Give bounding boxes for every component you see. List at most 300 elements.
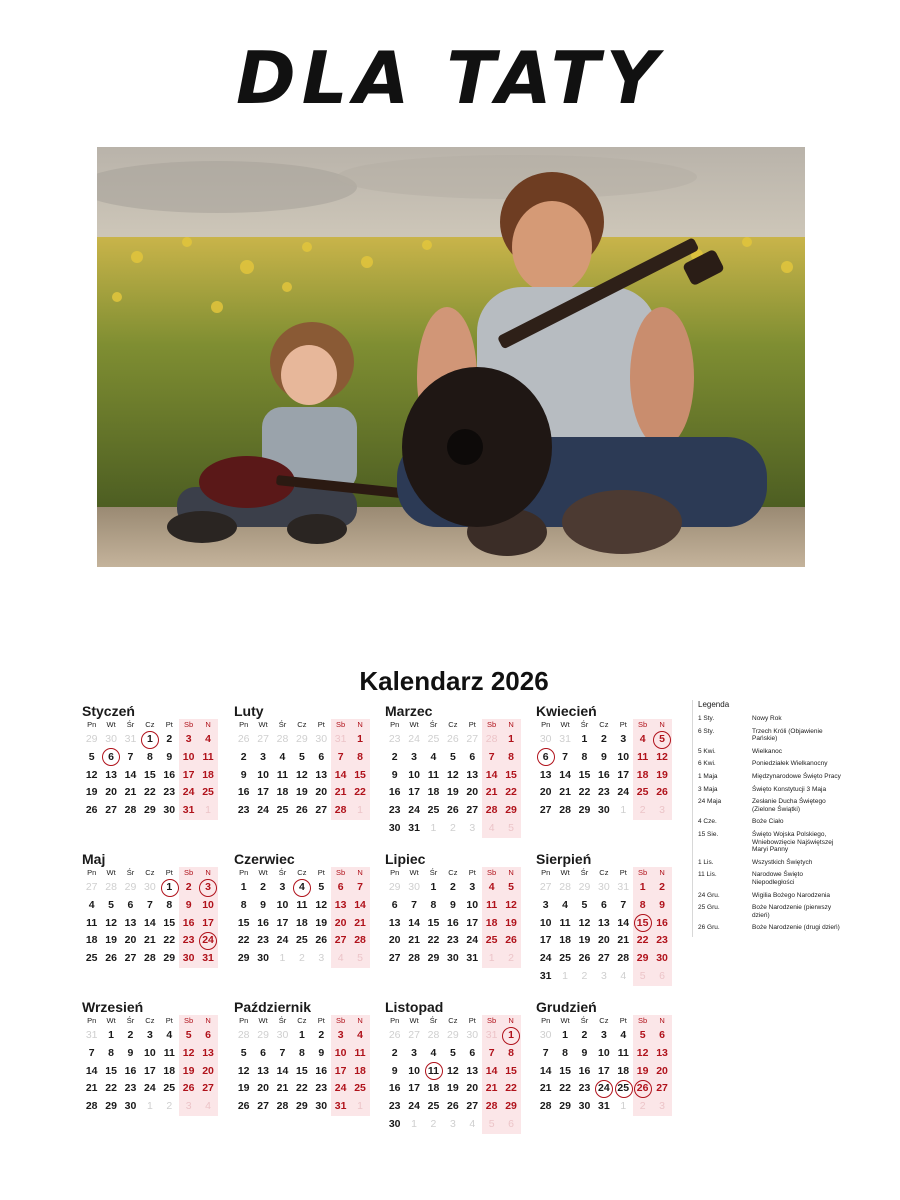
day-cell: 18 [85,934,98,947]
week-row [234,1098,374,1116]
legend-date: 26 Gru. [698,924,720,932]
day-cell: 16 [578,1064,591,1077]
adjacent-month-day: 4 [469,1117,476,1130]
day-cell: 29 [105,1100,117,1113]
day-cell: 8 [581,750,588,763]
weekday-header-row [385,1015,525,1027]
week-row [536,932,676,950]
holiday-day: 1 [140,731,159,749]
weekday-header: Śr [580,1016,589,1025]
day-cell: 26 [578,952,591,965]
day-cell: 28 [124,804,137,817]
day-cell: 24 [257,804,269,817]
adjacent-month-day: 3 [449,1117,456,1130]
month-name: Grudzień [536,999,597,1015]
day-cell: 23 [124,1082,137,1095]
adjacent-month-day: 24 [408,733,420,745]
day-cell: 24 [276,934,289,947]
adjacent-month-day: 25 [427,733,440,745]
day-cell: 25 [276,804,289,817]
week-row [234,1080,374,1098]
legend-date: 25 Gru. [698,904,720,912]
adjacent-month-day: 4 [482,820,501,838]
day-cell: 28 [276,1100,289,1113]
day-cell: 8 [108,1046,114,1059]
adjacent-month-day: 3 [652,802,671,820]
week-row [536,1027,676,1045]
weekday-header-row [385,719,525,731]
day-cell: 5 [633,1027,652,1045]
day-cell: 17 [539,934,552,947]
day-cell: 5 [318,881,325,893]
day-cell: 10 [617,750,630,763]
weekday-header: Wt [409,868,419,877]
day-cell: 29 [501,1098,520,1116]
adjacent-month-day: 26 [388,1029,401,1041]
day-cell: 11 [198,749,217,767]
day-cell: 24 [331,1080,350,1098]
day-cell: 4 [430,1046,437,1059]
holiday-day: 6 [536,749,555,767]
week-row [385,950,525,968]
day-cell: 2 [318,1029,325,1041]
adjacent-month-day: 2 [298,952,305,965]
adjacent-month-day: 27 [539,881,552,893]
day-cell: 8 [501,749,520,767]
week-row [234,784,374,802]
day-cell: 2 [179,879,198,897]
month-block [385,852,525,968]
day-cell: 3 [146,1029,153,1041]
day-cell: 24 [617,786,630,799]
legend-holiday-name: Wigilia Bożego Narodzenia [752,891,831,899]
day-cell: 4 [620,1029,627,1041]
day-cell: 2 [652,879,671,897]
weekday-header: Sb [482,1015,501,1027]
weekday-header: Pt [317,868,325,877]
day-cell: 10 [408,768,420,781]
adjacent-month-day: 2 [449,821,456,834]
day-cell: 14 [85,1064,98,1077]
day-cell: 12 [652,749,671,767]
day-cell: 14 [617,916,630,929]
day-cell: 21 [482,1080,501,1098]
week-row [234,950,374,968]
legend-item [698,728,846,743]
week-row [82,1027,222,1045]
week-row [82,915,222,933]
holiday-day: 24 [594,1080,613,1098]
legend-item [698,715,846,723]
legend-holiday-name: Nowy Rok [752,715,782,722]
adjacent-month-day: 5 [633,968,652,986]
day-cell: 8 [430,898,437,911]
day-cell: 24 [466,934,479,947]
day-cell: 26 [447,804,459,817]
month-block [82,1000,222,1116]
day-cell: 5 [298,750,305,763]
day-cell: 26 [501,932,520,950]
day-cell: 13 [198,1045,217,1063]
weekday-header: Cz [145,868,155,877]
day-cell: 30 [257,952,269,965]
day-cell: 1 [430,881,437,893]
legend-date: 6 Kwi. [698,760,716,768]
weekday-header: Śr [278,720,287,729]
legend-date: 4 Cze. [698,818,717,826]
holiday-day: 1 [160,879,179,897]
day-cell: 22 [105,1082,117,1095]
weekday-header: N [350,719,369,731]
day-cell: 31 [539,969,552,982]
holiday-day: 4 [292,879,311,897]
holiday-day: 15 [633,915,652,933]
day-cell: 30 [179,950,198,968]
day-cell: 15 [144,768,156,781]
day-cell: 9 [240,768,247,781]
adjacent-month-day: 4 [620,969,627,982]
week-row [82,1080,222,1098]
adjacent-month-day: 26 [237,733,250,745]
day-cell: 6 [600,898,607,911]
day-cell: 2 [600,733,607,745]
adjacent-month-day: 5 [482,1116,501,1134]
day-cell: 8 [298,1046,305,1059]
legend-date: 1 Lis. [698,858,714,866]
weekday-header: Wt [560,1016,570,1025]
day-cell: 22 [559,1082,571,1095]
day-cell: 17 [198,915,217,933]
day-cell: 12 [315,898,328,911]
month-block [234,1000,374,1116]
day-cell: 11 [559,916,571,929]
day-cell: 22 [296,1082,308,1095]
day-cell: 14 [350,897,369,915]
adjacent-month-day: 28 [427,1029,440,1041]
day-cell: 11 [276,768,289,781]
adjacent-month-day: 31 [85,1029,98,1041]
weekday-header: Pt [619,868,627,877]
day-cell: 27 [315,804,328,817]
day-cell: 19 [105,934,117,947]
weekday-header: Wt [258,720,268,729]
week-row [234,932,374,950]
day-cell: 5 [179,1027,198,1045]
day-cell: 29 [559,1100,571,1113]
day-cell: 13 [466,1064,479,1077]
day-cell: 9 [127,1046,134,1059]
legend-date: 11 Lis. [698,871,717,879]
day-cell: 4 [166,1029,173,1041]
day-cell: 10 [466,898,479,911]
day-cell: 13 [598,916,610,929]
day-cell: 30 [447,952,459,965]
day-cell: 23 [237,804,250,817]
day-cell: 4 [430,750,437,763]
day-cell: 9 [652,897,671,915]
week-row [234,802,374,820]
day-cell: 10 [179,749,198,767]
day-cell: 17 [408,1082,420,1095]
day-cell: 23 [447,934,459,947]
adjacent-month-day: 1 [411,1117,417,1130]
day-cell: 27 [198,1080,217,1098]
weekday-header: Pt [317,720,325,729]
day-cell: 20 [315,786,328,799]
day-cell: 20 [257,1082,269,1095]
day-cell: 15 [578,768,591,781]
day-cell: 5 [88,750,95,763]
day-cell: 3 [411,1046,417,1059]
day-cell: 28 [482,802,501,820]
adjacent-month-day: 4 [331,950,350,968]
weekday-header: Wt [106,720,116,729]
week-row [385,1045,525,1063]
day-cell: 19 [578,934,591,947]
adjacent-month-day: 27 [466,733,479,745]
adjacent-month-day: 28 [482,731,501,749]
day-cell: 22 [350,784,369,802]
adjacent-month-day: 23 [388,733,401,745]
day-cell: 3 [260,750,266,763]
day-cell: 25 [482,932,501,950]
weekday-header: Pn [390,720,400,729]
adjacent-month-day: 28 [105,881,117,893]
day-cell: 16 [237,786,250,799]
month-block [536,852,676,986]
weekday-header-row [82,719,222,731]
day-cell: 6 [391,898,398,911]
day-cell: 21 [617,934,630,947]
weekday-header: Śr [278,1016,287,1025]
legend-item [698,748,846,756]
day-cell: 25 [198,784,217,802]
weekday-header: Śr [278,868,287,877]
week-row [385,1116,525,1134]
week-row [82,784,222,802]
day-cell: 22 [501,784,520,802]
adjacent-month-day: 28 [276,733,289,745]
adjacent-month-day: 4 [198,1098,217,1116]
day-cell: 29 [144,804,156,817]
day-cell: 8 [240,898,247,911]
weekday-header: Wt [106,868,116,877]
weekday-header: Sb [482,867,501,879]
day-cell: 6 [318,750,325,763]
week-row [536,915,676,933]
day-cell: 15 [296,1064,308,1077]
legend-holiday-name: Zesłanie Ducha Świętego (Zielone Świątki) [752,798,826,813]
legend-holiday-name: Święto Wojska Polskiego, Wniebowzięcie Najświętszej Maryi Panny [752,830,834,854]
week-row [385,932,525,950]
day-cell: 22 [578,786,591,799]
day-cell: 24 [539,952,552,965]
day-cell: 30 [163,804,176,817]
day-cell: 3 [279,881,286,893]
day-cell: 19 [296,786,308,799]
weekday-header: Pn [87,868,97,877]
adjacent-month-day: 30 [105,733,117,745]
day-cell: 12 [447,768,459,781]
week-row [385,802,525,820]
day-cell: 27 [466,1100,479,1113]
weekday-header: Wt [409,1016,419,1025]
day-cell: 20 [652,1063,671,1081]
day-cell: 19 [652,767,671,785]
day-cell: 15 [350,767,369,785]
day-cell: 14 [482,767,501,785]
week-row [82,802,222,820]
week-row [536,950,676,968]
weekday-header: Pn [390,1016,400,1025]
day-cell: 31 [598,1100,610,1113]
weekday-header: Pn [541,720,551,729]
day-cell: 16 [163,768,176,781]
day-cell: 20 [388,934,401,947]
legend-date: 15 Sie. [698,830,719,838]
legend-date: 24 Maja [698,798,722,806]
adjacent-month-day: 1 [620,804,627,817]
day-cell: 3 [331,1027,350,1045]
day-cell: 31 [331,1098,350,1116]
weekday-header: N [501,719,520,731]
weekday-header: Cz [448,868,458,877]
day-cell: 14 [559,768,571,781]
day-cell: 17 [617,768,630,781]
adjacent-month-day: 27 [257,733,269,745]
day-cell: 27 [124,952,137,965]
day-cell: 14 [539,1064,552,1077]
weekday-header: Pt [619,1016,627,1025]
day-cell: 18 [633,767,652,785]
adjacent-month-day: 31 [124,733,137,745]
holiday-legend [692,700,846,937]
week-row [385,784,525,802]
day-cell: 25 [296,934,308,947]
day-cell: 14 [276,1064,289,1077]
weekday-header: Sb [633,1015,652,1027]
day-cell: 29 [237,952,250,965]
week-row [536,1098,676,1116]
day-cell: 21 [482,784,501,802]
day-cell: 23 [388,1100,401,1113]
day-cell: 11 [350,1045,369,1063]
day-cell: 4 [279,750,286,763]
day-cell: 9 [391,1064,398,1077]
day-cell: 16 [257,916,269,929]
day-cell: 13 [466,768,479,781]
weekday-header: Sb [331,867,350,879]
legend-date: 1 Maja [698,772,718,780]
day-cell: 17 [144,1064,156,1077]
week-row [234,767,374,785]
day-cell: 29 [633,950,652,968]
weekday-header: Śr [580,720,589,729]
day-cell: 4 [198,731,217,749]
week-row [234,1027,374,1045]
day-cell: 12 [85,768,98,781]
day-cell: 15 [559,1064,571,1077]
day-cell: 21 [350,915,369,933]
day-cell: 6 [469,1046,476,1059]
day-cell: 9 [391,768,398,781]
day-cell: 20 [598,934,610,947]
month-block [234,852,374,968]
day-cell: 23 [388,804,401,817]
day-cell: 18 [427,786,440,799]
day-cell: 10 [598,1046,610,1059]
adjacent-month-day: 1 [146,1100,153,1113]
day-cell: 4 [633,731,652,749]
month-block [82,852,222,968]
weekday-header: Wt [258,868,268,877]
week-row [234,915,374,933]
adjacent-month-day: 29 [257,1029,269,1041]
weekday-header-row [234,719,374,731]
day-cell: 30 [315,1100,328,1113]
weekday-header: N [198,867,217,879]
legend-holiday-name: Boże Narodzenie (pierwszy dzień) [752,904,832,919]
day-cell: 11 [617,1046,629,1059]
day-cell: 2 [581,1029,588,1041]
day-cell: 9 [581,1046,588,1059]
day-cell: 1 [240,881,247,893]
day-cell: 23 [598,786,610,799]
day-cell: 22 [501,1080,520,1098]
day-cell: 5 [240,1046,247,1059]
day-cell: 31 [198,950,217,968]
weekday-header: N [501,1015,520,1027]
legend-date: 1 Sty. [698,715,715,722]
day-cell: 10 [144,1046,156,1059]
day-cell: 1 [581,733,588,745]
month-name: Styczeń [82,703,135,719]
day-cell: 1 [350,731,369,749]
day-cell: 24 [179,784,198,802]
day-cell: 11 [296,898,308,911]
day-cell: 28 [408,952,420,965]
week-row [536,897,676,915]
weekday-header: Wt [258,1016,268,1025]
weekday-header: Cz [448,720,458,729]
weekday-header: Pn [541,868,551,877]
day-cell: 11 [86,916,98,929]
legend-holiday-name: Trzech Króli (Objawienie Pańskie) [752,727,823,743]
day-cell: 20 [466,1082,479,1095]
day-cell: 26 [447,1100,459,1113]
day-cell: 20 [105,786,117,799]
week-row [385,1063,525,1081]
day-cell: 24 [144,1082,156,1095]
legend-holiday-name: Boże Ciało [752,818,784,826]
adjacent-month-day: 1 [562,969,568,982]
adjacent-month-day: 2 [501,950,520,968]
adjacent-month-day: 1 [198,802,217,820]
weekday-header: Pn [541,1016,551,1025]
day-cell: 7 [542,1046,549,1059]
day-cell: 31 [179,802,198,820]
day-cell: 22 [144,786,156,799]
adjacent-month-day: 2 [166,1100,173,1113]
month-name: Sierpień [536,851,592,867]
day-cell: 17 [598,1064,610,1077]
day-cell: 10 [408,1064,420,1077]
legend-item [698,786,846,794]
legend-item [698,859,846,867]
day-cell: 4 [562,898,568,911]
day-cell: 13 [331,897,350,915]
day-cell: 20 [124,934,137,947]
